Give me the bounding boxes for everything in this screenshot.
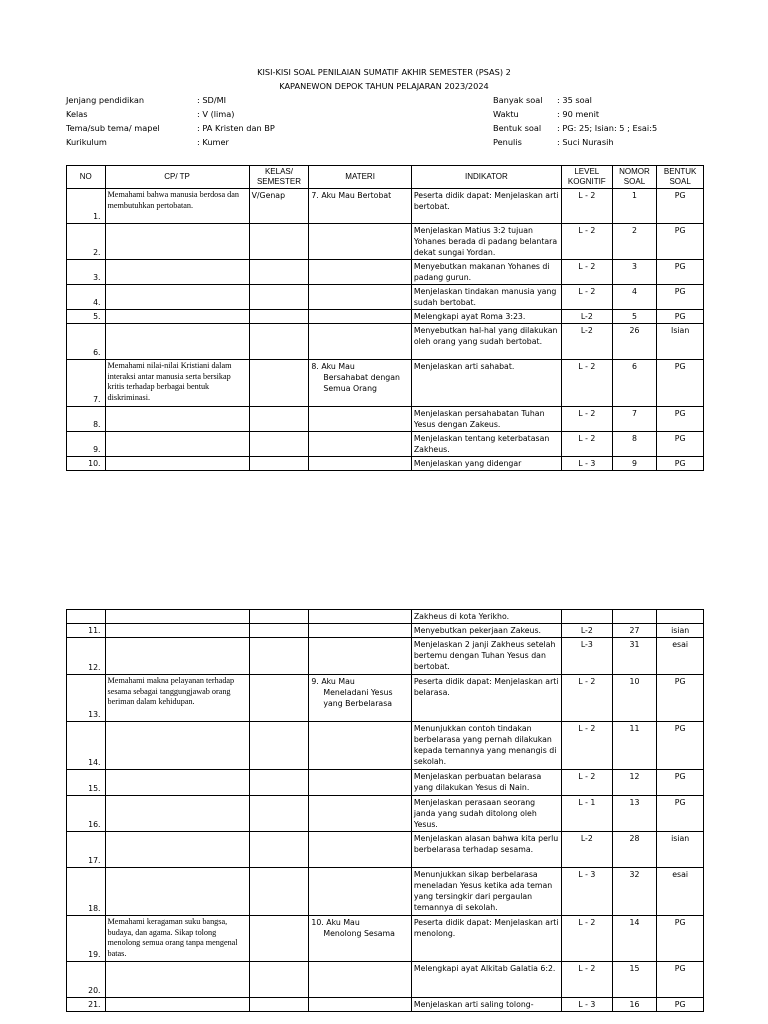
row-number-cell: 4. (67, 285, 106, 310)
kisi-kisi-table-page-1 (66, 165, 704, 471)
cp-tp-cell (105, 324, 249, 360)
materi-cell (309, 638, 411, 675)
nomor-soal-cell: 31 (612, 638, 657, 675)
cp-tp-cell (105, 796, 249, 832)
meta-value: : SD/MI (197, 95, 227, 105)
cp-tp-cell (105, 638, 249, 675)
cp-tp-cell (105, 224, 249, 260)
kelas-semester-cell: V/Genap (249, 189, 309, 224)
row-number-cell: 15. (67, 770, 106, 796)
row-number-cell: 20. (67, 962, 106, 998)
kelas-semester-cell (249, 360, 309, 407)
cp-tp-cell: Memahami nilai-nilai Kristiani dalam interaksi antar manusia serta bersikap kritis terhadap berbagai bentuk diskriminasi. (105, 360, 249, 407)
level-kognitif-cell: L - 3 (561, 868, 612, 916)
materi-cell (309, 624, 411, 638)
table-row (67, 722, 704, 770)
bentuk-soal-cell: PG (657, 407, 704, 432)
table-row (67, 832, 704, 868)
indikator-cell: Menjelaskan perbuatan belarasa yang dilakukan Yesus di Nain. (411, 770, 561, 796)
indikator-cell: Menyebutkan makanan Yohanes di padang gurun. (411, 260, 561, 285)
nomor-soal-cell: 28 (612, 832, 657, 868)
bentuk-soal-cell: isian (657, 624, 704, 638)
materi-cell (309, 224, 411, 260)
materi-line: yang Berbelarasa (323, 699, 393, 708)
cp-tp-cell: Memahami bahwa manusia berdosa dan membutuhkan pertobatan. (105, 189, 249, 224)
cp-tp-cell (105, 722, 249, 770)
table-row (67, 310, 704, 324)
row-number-cell: 10. (67, 457, 106, 471)
table-row (67, 916, 704, 962)
bentuk-soal-cell: PG (657, 285, 704, 310)
row-number-cell: 3. (67, 260, 106, 285)
meta-value: : V (lima) (197, 109, 235, 119)
bentuk-soal-cell: isian (657, 832, 704, 868)
kelas-semester-cell (249, 796, 309, 832)
cp-tp-cell (105, 962, 249, 998)
materi-line: Bersahabat dengan (323, 373, 400, 382)
cp-tp-cell: Memahami makna pelayanan terhadap sesama sebagai tanggungjawab orang beriman dalam kehidupan. (105, 675, 249, 722)
materi-cell (309, 868, 411, 916)
nomor-soal-cell: 2 (612, 224, 657, 260)
column-header: KELAS/ SEMESTER (249, 166, 309, 189)
cp-tp-cell (105, 432, 249, 457)
level-kognitif-cell: L - 2 (561, 770, 612, 796)
kelas-semester-cell (249, 457, 309, 471)
table-row (67, 962, 704, 998)
kelas-semester-cell (249, 916, 309, 962)
materi-cell (309, 610, 411, 624)
bentuk-soal-cell (657, 610, 704, 624)
bentuk-soal-cell: PG (657, 189, 704, 224)
indikator-cell: Melengkapi ayat Roma 3:23. (411, 310, 561, 324)
kelas-semester-cell (249, 624, 309, 638)
level-kognitif-cell: L - 2 (561, 916, 612, 962)
level-kognitif-cell: L - 1 (561, 796, 612, 832)
kelas-semester-cell (249, 324, 309, 360)
indikator-cell: Menyebutkan hal-hal yang dilakukan oleh orang yang sudah bertobat. (411, 324, 561, 360)
bentuk-soal-cell: PG (657, 310, 704, 324)
nomor-soal-cell: 26 (612, 324, 657, 360)
materi-line: 8. Aku Mau (311, 362, 355, 371)
meta-label: Banyak soal (493, 95, 543, 105)
level-kognitif-cell: L - 3 (561, 457, 612, 471)
table-row (67, 285, 704, 310)
indikator-cell: Menjelaskan yang didengar (411, 457, 561, 471)
row-number-cell (67, 610, 106, 624)
bentuk-soal-cell: PG (657, 722, 704, 770)
kelas-semester-cell (249, 832, 309, 868)
row-number-cell: 13. (67, 675, 106, 722)
materi-cell (309, 310, 411, 324)
table-row (67, 868, 704, 916)
indikator-cell: Zakheus di kota Yerikho. (411, 610, 561, 624)
nomor-soal-cell: 15 (612, 962, 657, 998)
bentuk-soal-cell: PG (657, 998, 704, 1012)
table-row (67, 638, 704, 675)
row-number-cell: 14. (67, 722, 106, 770)
kelas-semester-cell (249, 868, 309, 916)
table-row (67, 432, 704, 457)
indikator-cell: Peserta didik dapat: Menjelaskan arti menolong. (411, 916, 561, 962)
kelas-semester-cell (249, 722, 309, 770)
level-kognitif-cell: L - 2 (561, 260, 612, 285)
indikator-cell: Menjelaskan alasan bahwa kita perlu berbelarasa terhadap sesama. (411, 832, 561, 868)
kelas-semester-cell (249, 407, 309, 432)
nomor-soal-cell: 14 (612, 916, 657, 962)
kelas-semester-cell (249, 998, 309, 1012)
materi-line: Meneladani Yesus (323, 688, 393, 697)
column-header: CP/ TP (105, 166, 249, 189)
nomor-soal-cell: 9 (612, 457, 657, 471)
nomor-soal-cell: 3 (612, 260, 657, 285)
nomor-soal-cell: 10 (612, 675, 657, 722)
meta-value: : Kumer (197, 137, 229, 147)
bentuk-soal-cell: PG (657, 432, 704, 457)
table-row (67, 324, 704, 360)
level-kognitif-cell: L - 2 (561, 407, 612, 432)
indikator-cell: Menunjukkan sikap berbelarasa meneladan Yesus ketika ada teman yang tersingkir dari pergaulan temannya di sekolah. (411, 868, 561, 916)
table-row (67, 260, 704, 285)
cp-tp-cell (105, 770, 249, 796)
meta-label: Kurikulum (66, 137, 107, 147)
table-row (67, 770, 704, 796)
meta-value: : 90 menit (557, 109, 600, 119)
row-number-cell: 2. (67, 224, 106, 260)
meta-label: Penulis (493, 137, 522, 147)
column-header: NOMOR SOAL (612, 166, 657, 189)
materi-cell (309, 916, 411, 962)
kelas-semester-cell (249, 638, 309, 675)
column-header: LEVEL KOGNITIF (561, 166, 612, 189)
level-kognitif-cell: L - 2 (561, 224, 612, 260)
level-kognitif-cell: L - 2 (561, 189, 612, 224)
cp-tp-cell: Memahami keragaman suku bangsa, budaya, dan agama. Sikap tolong menolong semua orang tanpa mengenal batas. (105, 916, 249, 962)
meta-value: : 35 soal (557, 95, 592, 105)
row-number-cell: 21. (67, 998, 106, 1012)
meta-label: Jenjang pendidikan (66, 95, 145, 105)
materi-cell (309, 360, 411, 407)
kelas-semester-cell (249, 224, 309, 260)
bentuk-soal-cell: PG (657, 796, 704, 832)
indikator-cell: Peserta didik dapat: Menjelaskan arti bertobat. (411, 189, 561, 224)
materi-cell (309, 432, 411, 457)
table-row (67, 189, 704, 224)
level-kognitif-cell: L-3 (561, 638, 612, 675)
kisi-kisi-table-page-2 (66, 609, 704, 1012)
bentuk-soal-cell: PG (657, 770, 704, 796)
document-title-line-1: KISI-KISI SOAL PENILAIAN SUMATIF AKHIR SEMESTER (PSAS) 2 (257, 67, 511, 77)
table-row (67, 457, 704, 471)
table-row (67, 796, 704, 832)
materi-cell (309, 962, 411, 998)
row-number-cell: 18. (67, 868, 106, 916)
bentuk-soal-cell: PG (657, 962, 704, 998)
nomor-soal-cell: 13 (612, 796, 657, 832)
column-header: MATERI (309, 166, 411, 189)
bentuk-soal-cell: PG (657, 675, 704, 722)
materi-cell (309, 324, 411, 360)
level-kognitif-cell: L - 2 (561, 360, 612, 407)
row-number-cell: 1. (67, 189, 106, 224)
nomor-soal-cell: 4 (612, 285, 657, 310)
materi-cell (309, 189, 411, 224)
materi-cell (309, 770, 411, 796)
nomor-soal-cell: 32 (612, 868, 657, 916)
table-row (67, 407, 704, 432)
cp-tp-cell (105, 610, 249, 624)
level-kognitif-cell: L - 2 (561, 722, 612, 770)
meta-label: Bentuk soal (493, 123, 542, 133)
nomor-soal-cell: 16 (612, 998, 657, 1012)
materi-cell (309, 832, 411, 868)
indikator-cell: Menunjukkan contoh tindakan berbelarasa yang pernah dilakukan kepada temannya yang menangis di sekolah. (411, 722, 561, 770)
meta-label: Kelas (66, 109, 88, 119)
materi-cell (309, 796, 411, 832)
bentuk-soal-cell: PG (657, 457, 704, 471)
cp-tp-cell (105, 868, 249, 916)
materi-line: 10. Aku Mau (311, 918, 360, 927)
materi-cell (309, 675, 411, 722)
cp-tp-cell (105, 998, 249, 1012)
kelas-semester-cell (249, 310, 309, 324)
row-number-cell: 11. (67, 624, 106, 638)
document-title-line-2: KAPANEWON DEPOK TAHUN PELAJARAN 2023/2024 (279, 81, 489, 91)
table-row (67, 610, 704, 624)
row-number-cell: 19. (67, 916, 106, 962)
indikator-cell: Menjelaskan persahabatan Tuhan Yesus dengan Zakeus. (411, 407, 561, 432)
level-kognitif-cell: L - 2 (561, 675, 612, 722)
table-row (67, 224, 704, 260)
indikator-cell: Menjelaskan tentang keterbatasan Zakheus. (411, 432, 561, 457)
level-kognitif-cell: L - 3 (561, 998, 612, 1012)
row-number-cell: 16. (67, 796, 106, 832)
column-header: BENTUK SOAL (657, 166, 704, 189)
kelas-semester-cell (249, 285, 309, 310)
bentuk-soal-cell: esai (657, 868, 704, 916)
nomor-soal-cell: 7 (612, 407, 657, 432)
bentuk-soal-cell: PG (657, 260, 704, 285)
bentuk-soal-cell: esai (657, 638, 704, 675)
cp-tp-cell (105, 624, 249, 638)
table-row (67, 675, 704, 722)
row-number-cell: 8. (67, 407, 106, 432)
level-kognitif-cell: L-2 (561, 324, 612, 360)
indikator-cell: Menjelaskan 2 janji Zakheus setelah bertemu dengan Tuhan Yesus dan bertobat. (411, 638, 561, 675)
row-number-cell: 6. (67, 324, 106, 360)
row-number-cell: 5. (67, 310, 106, 324)
cp-tp-cell (105, 260, 249, 285)
materi-cell (309, 457, 411, 471)
meta-label: Waktu (493, 109, 519, 119)
materi-cell (309, 998, 411, 1012)
cp-tp-cell (105, 285, 249, 310)
nomor-soal-cell: 8 (612, 432, 657, 457)
indikator-cell: Menjelaskan arti sahabat. (411, 360, 561, 407)
cp-tp-cell (105, 457, 249, 471)
materi-line: Menolong Sesama (323, 929, 395, 938)
kelas-semester-cell (249, 610, 309, 624)
level-kognitif-cell: L-2 (561, 832, 612, 868)
level-kognitif-cell (561, 610, 612, 624)
meta-value: : Suci Nurasih (557, 137, 614, 147)
column-header: NO (67, 166, 106, 189)
materi-cell (309, 722, 411, 770)
row-number-cell: 12. (67, 638, 106, 675)
bentuk-soal-cell: PG (657, 360, 704, 407)
level-kognitif-cell: L - 2 (561, 962, 612, 998)
materi-cell (309, 285, 411, 310)
bentuk-soal-cell: PG (657, 916, 704, 962)
cp-tp-cell (105, 832, 249, 868)
indikator-cell: Menjelaskan arti saling tolong- (411, 998, 561, 1012)
meta-value: : PG: 25; Isian: 5 ; Esai:5 (557, 123, 658, 133)
kelas-semester-cell (249, 675, 309, 722)
nomor-soal-cell: 6 (612, 360, 657, 407)
level-kognitif-cell: L - 2 (561, 285, 612, 310)
materi-line: 7. Aku Mau Bertobat (311, 191, 392, 200)
level-kognitif-cell: L-2 (561, 310, 612, 324)
materi-line: Semua Orang (323, 384, 377, 393)
nomor-soal-cell (612, 610, 657, 624)
indikator-cell: Peserta didik dapat: Menjelaskan arti belarasa. (411, 675, 561, 722)
indikator-cell: Melengkapi ayat Alkitab Galatia 6:2. (411, 962, 561, 998)
indikator-cell: Menyebutkan pekerjaan Zakeus. (411, 624, 561, 638)
meta-label: Tema/sub tema/ mapel (66, 123, 160, 133)
kelas-semester-cell (249, 260, 309, 285)
bentuk-soal-cell: Isian (657, 324, 704, 360)
table-row (67, 624, 704, 638)
level-kognitif-cell: L-2 (561, 624, 612, 638)
row-number-cell: 9. (67, 432, 106, 457)
column-header: INDIKATOR (411, 166, 561, 189)
table-row (67, 998, 704, 1012)
nomor-soal-cell: 5 (612, 310, 657, 324)
indikator-cell: Menjelaskan Matius 3:2 tujuan Yohanes berada di padang belantara dekat sungai Yordan. (411, 224, 561, 260)
table-row (67, 360, 704, 407)
kelas-semester-cell (249, 432, 309, 457)
materi-cell (309, 260, 411, 285)
bentuk-soal-cell: PG (657, 224, 704, 260)
materi-line: 9. Aku Mau (311, 677, 355, 686)
nomor-soal-cell: 12 (612, 770, 657, 796)
nomor-soal-cell: 27 (612, 624, 657, 638)
meta-value: : PA Kristen dan BP (197, 123, 275, 133)
indikator-cell: Menjelaskan perasaan seorang janda yang sudah ditolong oleh Yesus. (411, 796, 561, 832)
cp-tp-cell (105, 310, 249, 324)
kelas-semester-cell (249, 770, 309, 796)
cp-tp-cell (105, 407, 249, 432)
nomor-soal-cell: 1 (612, 189, 657, 224)
level-kognitif-cell: L - 2 (561, 432, 612, 457)
kelas-semester-cell (249, 962, 309, 998)
nomor-soal-cell: 11 (612, 722, 657, 770)
indikator-cell: Menjelaskan tindakan manusia yang sudah bertobat. (411, 285, 561, 310)
row-number-cell: 17. (67, 832, 106, 868)
row-number-cell: 7. (67, 360, 106, 407)
materi-cell (309, 407, 411, 432)
table-header-row (67, 166, 704, 189)
